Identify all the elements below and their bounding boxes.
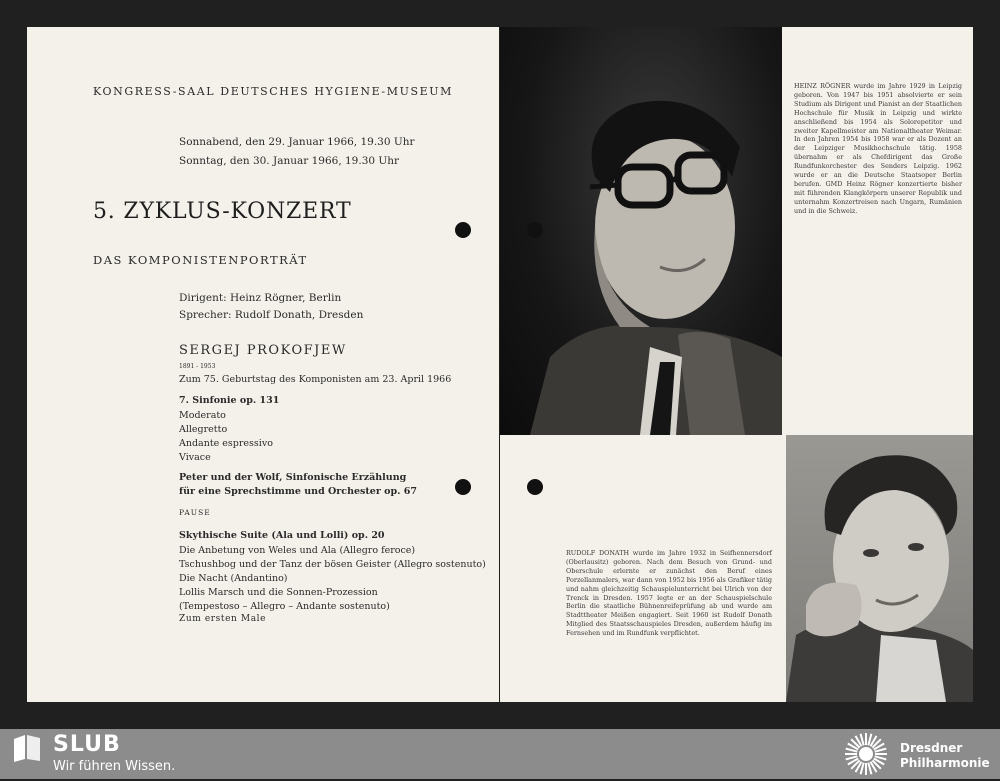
bio-rudolf-donath: RUDOLF DONATH wurde im Jahre 1932 in Seifhennersdorf (Oberlausitz) geboren. Nach dem Besuch von Grund- und Oberschule erlernte er zunächst den Beruf eines Porzellanmalers, war dann von 1952 bis 1956 als Grafiker tätig und nahm gleichzeitig Schauspielunterricht bei Ulrich von der Trenck in Dresden. 1957 legte er an der Schauspielschule Berlin die staatliche Bühnenreifeprüfung ab und wurde am Stadttheater Meißen engagiert. Seit 1960 ist Rudolf Donath Mitglied des Staatsschauspieles Dresden, außerdem häufig im Fernsehen und im Rundfunk verpflichtet. <box>566 549 772 638</box>
composer-name: SERGEJ PROKOFJEW <box>179 343 347 358</box>
punch-hole <box>455 479 471 495</box>
pause-label: PAUSE <box>179 508 211 517</box>
work3-movement: Lollis Marsch und die Sonnen-Prozession <box>179 587 378 598</box>
work2-title-line1: Peter und der Wolf, Sinfonische Erzählung <box>179 472 407 483</box>
work3-movement: Die Nacht (Andantino) <box>179 573 288 584</box>
partner-name-line1: Dresdner <box>900 741 963 755</box>
portrait-rudolf-donath <box>786 435 973 702</box>
speaker-line: Sprecher: Rudolf Donath, Dresden <box>179 309 364 321</box>
work3-movement: (Tempestoso – Allegro – Andante sostenuto) <box>179 601 390 612</box>
philharmonie-sunburst-icon <box>843 731 889 777</box>
bio-heinz-roegner: HEINZ RÖGNER wurde im Jahre 1929 in Leipzig geboren. Von 1947 bis 1951 absolvierte er sein Studium als Dirigent und Pianist an der Staatlichen Hochschule für Musik in Leipzig und wirkte anschließend bis 1954 als Solorepetitor und zweiter Kapellmeister am Nationaltheater Weimar. In den Jahren 1954 bis 1958 war er als Dozent an der Leipziger Musikhochschule tätig. 1958 übernahm er als Chefdirigent das Große Rundfunkorchester des Senders Leipzig. 1962 wurde er an die Deutsche Staatsoper Berlin berufen. GMD Heinz Rögner konzertierte bisher mit führenden Klangkörpern unserer Republik und unternahm Konzertreisen nach Ungarn, Rumänien und in die Schweiz. <box>794 82 962 215</box>
work3-title: Skythische Suite (Ala und Lolli) op. 20 <box>179 530 385 541</box>
slub-book-icon <box>12 733 42 763</box>
venue-heading: KONGRESS-SAAL DEUTSCHES HYGIENE-MUSEUM <box>93 85 453 98</box>
partner-name-line2: Philharmonie <box>900 756 990 770</box>
slub-tagline: Wir führen Wissen. <box>53 759 176 774</box>
composer-years: 1891 - 1953 <box>179 363 216 370</box>
occasion-line: Zum 75. Geburtstag des Komponisten am 23. April 1966 <box>179 374 452 385</box>
concert-date-1: Sonnabend, den 29. Januar 1966, 19.30 Uhr <box>179 136 415 148</box>
footer-bar <box>0 729 1000 779</box>
concert-subtitle: DAS KOMPONISTENPORTRÄT <box>93 253 308 267</box>
punch-hole <box>455 222 471 238</box>
work1-movement: Moderato <box>179 410 226 421</box>
program-right-page <box>500 27 973 702</box>
first-performance-note: Zum ersten Male <box>179 614 267 624</box>
work1-movement: Andante espressivo <box>179 438 273 449</box>
work3-movement: Die Anbetung von Weles und Ala (Allegro feroce) <box>179 545 416 556</box>
work1-movement: Vivace <box>179 452 211 463</box>
slub-logo-text: SLUB <box>53 732 121 757</box>
work1-movement: Allegretto <box>179 424 228 435</box>
work1-title: 7. Sinfonie op. 131 <box>179 395 280 406</box>
conductor-line: Dirigent: Heinz Rögner, Berlin <box>179 292 342 304</box>
concert-date-2: Sonntag, den 30. Januar 1966, 19.30 Uhr <box>179 155 400 167</box>
work3-movement: Tschushbog und der Tanz der bösen Geister (Allegro sostenuto) <box>179 559 486 570</box>
punch-hole <box>527 222 543 238</box>
punch-hole <box>527 479 543 495</box>
work2-title-line2: für eine Sprechstimme und Orchester op. 67 <box>179 486 417 497</box>
program-left-page <box>27 27 499 702</box>
concert-title: 5. ZYKLUS-KONZERT <box>93 199 352 224</box>
